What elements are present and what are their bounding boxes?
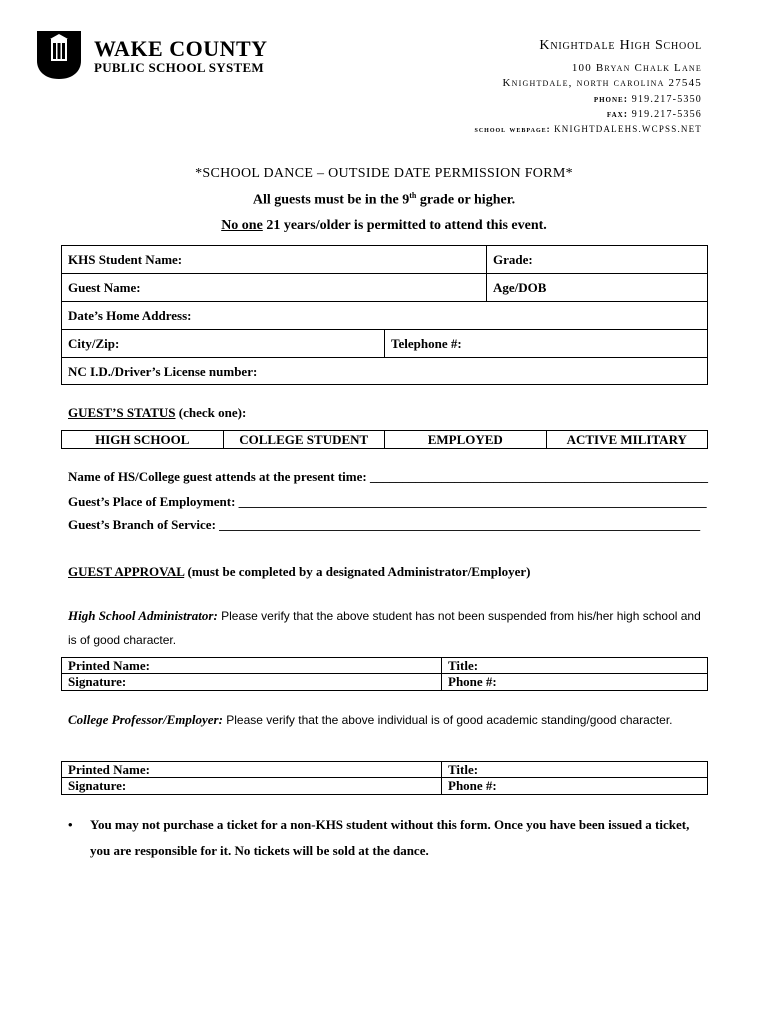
phone-value: 919.217-5350 bbox=[631, 94, 702, 105]
webpage-label: school webpage: bbox=[474, 124, 551, 134]
guest-employment-line[interactable]: Guest’s Place of Employment: ________________________________________________________________________ bbox=[68, 494, 707, 509]
guests-grade-rule: All guests must be in the 9th grade or higher. bbox=[252, 191, 516, 208]
table-row bbox=[62, 658, 707, 674]
table-row bbox=[62, 246, 707, 274]
guest-status-options bbox=[61, 430, 708, 449]
webpage-value: KNIGHTDALEHS.WCPSS.NET bbox=[554, 124, 702, 134]
hs-admin-title: High School Administrator: bbox=[68, 608, 218, 623]
guest-status-label: GUEST’S STATUS (check one): bbox=[68, 405, 247, 420]
college-phone-field[interactable]: Phone #: bbox=[441, 778, 707, 794]
table-row bbox=[62, 778, 707, 794]
table-row bbox=[62, 358, 707, 386]
status-employed[interactable]: EMPLOYED bbox=[384, 431, 546, 448]
student-name-field[interactable]: KHS Student Name: bbox=[68, 252, 183, 267]
phone-line bbox=[594, 94, 702, 105]
college-title-field[interactable]: Title: bbox=[441, 762, 707, 778]
wcpss-logo-icon bbox=[37, 31, 81, 79]
ticket-policy-text: You may not purchase a ticket for a non-KHS student without this form. Once you have been issued a ticket, you are responsible for it. No tickets will be sold at the dance. bbox=[90, 817, 690, 858]
college-printed-name-field[interactable]: Printed Name: bbox=[68, 762, 150, 777]
college-employer-title: College Professor/Employer: bbox=[68, 712, 223, 727]
fax-label: fax: bbox=[606, 109, 629, 120]
hs-admin-instructions: High School Administrator: Please verify that the above student has not been suspended from his/her high school and is of good character. bbox=[68, 608, 701, 647]
logo-subtitle: PUBLIC SCHOOL SYSTEM bbox=[94, 60, 264, 75]
bullet-icon: • bbox=[68, 817, 73, 832]
webpage-line bbox=[474, 124, 702, 134]
guest-school-line[interactable]: Name of HS/College guest attends at the present time: ____________________________________________________ bbox=[68, 469, 708, 484]
phone-label: phone: bbox=[593, 94, 629, 105]
fax-value: 919.217-5356 bbox=[631, 109, 702, 120]
hs-title-field[interactable]: Title: bbox=[441, 658, 707, 674]
city-zip-field[interactable]: City/Zip: bbox=[68, 336, 120, 351]
guest-info-table bbox=[61, 245, 708, 385]
table-row bbox=[62, 330, 707, 358]
form-title: *SCHOOL DANCE – OUTSIDE DATE PERMISSION FORM* bbox=[195, 166, 573, 181]
status-high-school[interactable]: HIGH SCHOOL bbox=[95, 432, 190, 447]
hs-admin-signature-table bbox=[61, 657, 708, 691]
school-name: Knightdale High School bbox=[539, 38, 702, 53]
guest-name-field[interactable]: Guest Name: bbox=[68, 280, 141, 295]
telephone-field[interactable]: Telephone #: bbox=[384, 330, 707, 357]
table-row bbox=[62, 302, 707, 330]
age-limit-rule: No one 21 years/older is permitted to attend this event. bbox=[221, 218, 547, 233]
home-address-field[interactable]: Date’s Home Address: bbox=[68, 308, 192, 323]
hs-signature-field[interactable]: Signature: bbox=[68, 674, 127, 689]
status-active-military[interactable]: ACTIVE MILITARY bbox=[546, 431, 708, 448]
license-field[interactable]: NC I.D./Driver’s License number: bbox=[68, 364, 258, 379]
status-college-student[interactable]: COLLEGE STUDENT bbox=[223, 431, 385, 448]
logo-title: WAKE COUNTY bbox=[94, 36, 268, 61]
college-employer-signature-table bbox=[61, 761, 708, 795]
fax-line bbox=[607, 109, 702, 120]
address-line-1: 100 Bryan Chalk Lane bbox=[571, 62, 702, 74]
table-row bbox=[62, 674, 707, 690]
guest-service-line[interactable]: Guest’s Branch of Service: __________________________________________________________________________ bbox=[68, 517, 701, 532]
address-line-2: Knightdale, north carolina 27545 bbox=[502, 77, 702, 89]
college-signature-field[interactable]: Signature: bbox=[68, 778, 127, 793]
ticket-policy-note bbox=[68, 812, 708, 864]
hs-printed-name-field[interactable]: Printed Name: bbox=[68, 658, 150, 673]
hs-phone-field[interactable]: Phone #: bbox=[441, 674, 707, 690]
table-row bbox=[62, 274, 707, 302]
age-dob-field[interactable]: Age/DOB bbox=[486, 274, 707, 301]
table-row bbox=[62, 762, 707, 778]
guest-approval-heading: GUEST APPROVAL (must be completed by a designated Administrator/Employer) bbox=[68, 564, 531, 579]
grade-field[interactable]: Grade: bbox=[486, 246, 707, 273]
college-employer-instructions: College Professor/Employer: Please verify that the above individual is of good academic standing/good character. bbox=[68, 712, 673, 727]
